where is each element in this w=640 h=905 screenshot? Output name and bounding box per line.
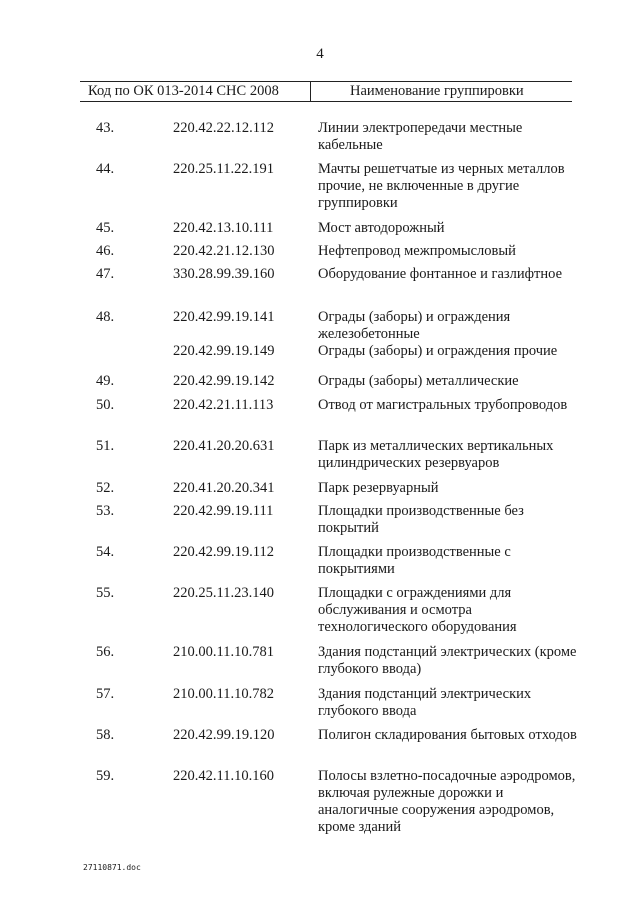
- row-name: Мост автодорожный: [318, 220, 445, 236]
- row-number: 59.: [96, 768, 115, 784]
- row-number: 46.: [96, 243, 115, 259]
- row-code: 220.25.11.23.140: [173, 585, 274, 601]
- row-code: 210.00.11.10.782: [173, 686, 274, 702]
- row-code: 220.41.20.20.631: [173, 438, 275, 454]
- row-code: 220.42.99.19.142: [173, 373, 275, 389]
- row-code: 220.42.99.19.141: [173, 309, 275, 325]
- row-name: Площадки с ограждениями для обслуживания и осмотра технологического оборудования: [318, 585, 517, 635]
- row-number: 54.: [96, 544, 115, 560]
- row-number: 58.: [96, 727, 115, 743]
- row-name: Здания подстанций электрических (кроме глубокого ввода): [318, 644, 577, 677]
- row-number: 43.: [96, 120, 115, 136]
- row-name: Ограды (заборы) металлические: [318, 373, 519, 389]
- header-name-column: Наименование группировки: [350, 83, 524, 99]
- row-number: 57.: [96, 686, 115, 702]
- row-code: 220.41.20.20.341: [173, 480, 275, 496]
- row-name: Здания подстанций электрических глубокого ввода: [318, 686, 532, 719]
- row-code: 220.42.99.19.112: [173, 544, 274, 560]
- table-header: [80, 81, 572, 102]
- row-name: Ограды (заборы) и ограждения железобетонные: [318, 309, 511, 342]
- row-name: Мачты решетчатые из черных металлов прочие, не включенные в другие группировки: [318, 161, 565, 211]
- row-number: 56.: [96, 644, 115, 660]
- row-code: 220.42.13.10.111: [173, 220, 274, 236]
- row-code: 330.28.99.39.160: [173, 266, 275, 282]
- row-name: Линии электропередачи местные кабельные: [318, 120, 523, 153]
- header-code-column: Код по ОК 013-2014 СНС 2008: [88, 83, 279, 99]
- row-name: Нефтепровод межпромысловый: [318, 243, 516, 259]
- row-code: 220.25.11.22.191: [173, 161, 274, 177]
- row-name: Парк из металлических вертикальных цилиндрических резервуаров: [318, 438, 554, 471]
- row-code: 220.42.99.19.149: [173, 343, 275, 359]
- header-column-divider: [310, 82, 311, 101]
- row-number: 52.: [96, 480, 115, 496]
- row-name: Отвод от магистральных трубопроводов: [318, 397, 568, 413]
- row-name: Оборудование фонтанное и газлифтное: [318, 266, 563, 282]
- row-code: 220.42.99.19.111: [173, 503, 274, 519]
- row-name: Парк резервуарный: [318, 480, 439, 496]
- row-name: Площадки производственные без покрытий: [318, 503, 524, 536]
- row-number: 47.: [96, 266, 115, 282]
- document-filename: 27110871.doc: [83, 863, 141, 872]
- row-number: 51.: [96, 438, 115, 454]
- row-number: 50.: [96, 397, 115, 413]
- row-name: Площадки производственные с покрытиями: [318, 544, 511, 577]
- row-code: 220.42.21.11.113: [173, 397, 274, 413]
- row-code: 220.42.99.19.120: [173, 727, 275, 743]
- row-code: 220.42.22.12.112: [173, 120, 274, 136]
- row-number: 44.: [96, 161, 115, 177]
- row-number: 45.: [96, 220, 115, 236]
- row-code: 220.42.11.10.160: [173, 768, 274, 784]
- row-number: 53.: [96, 503, 115, 519]
- row-code: 220.42.21.12.130: [173, 243, 275, 259]
- row-name: Полосы взлетно-посадочные аэродромов, включая рулежные дорожки и аналогичные сооружения аэродромов, кроме зданий: [318, 768, 576, 835]
- row-code: 210.00.11.10.781: [173, 644, 274, 660]
- row-name: Полигон складирования бытовых отходов: [318, 727, 577, 743]
- row-number: 49.: [96, 373, 115, 389]
- row-number: 55.: [96, 585, 115, 601]
- row-name: Ограды (заборы) и ограждения прочие: [318, 343, 558, 359]
- page-number: 4: [316, 46, 324, 62]
- row-number: 48.: [96, 309, 115, 325]
